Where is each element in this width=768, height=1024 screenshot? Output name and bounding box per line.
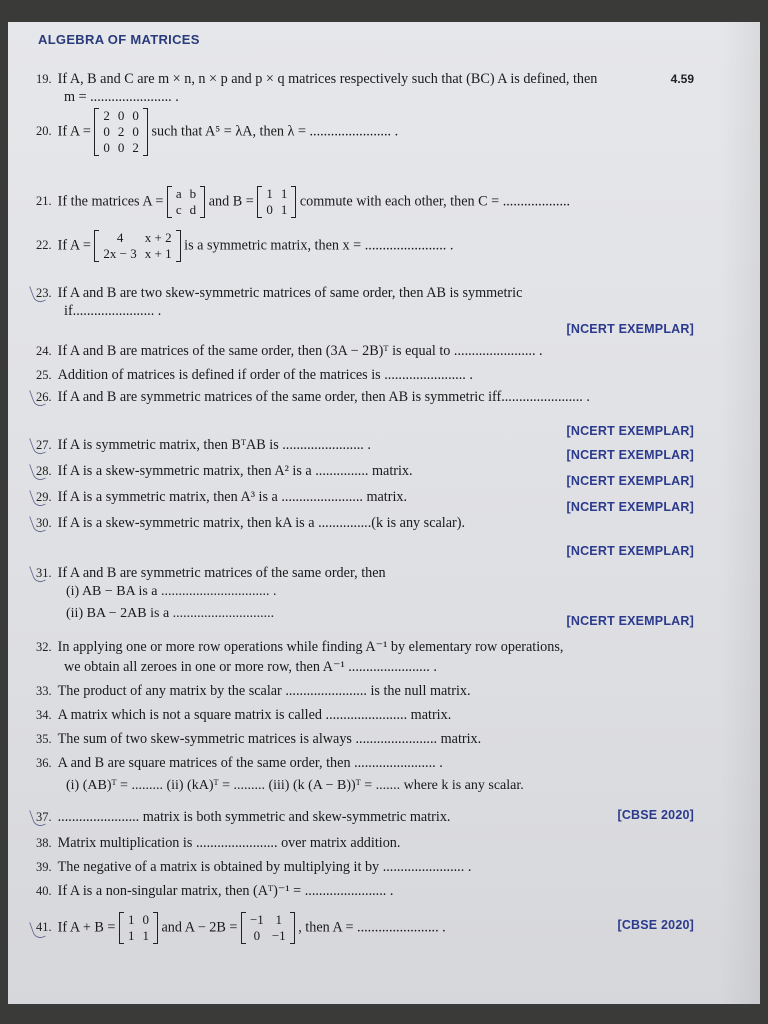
matrix-entry: x + 2 bbox=[144, 230, 172, 245]
matrix-entry: −1 bbox=[271, 928, 286, 943]
matrix-entry: 1 bbox=[142, 928, 149, 943]
matrix-row bbox=[99, 246, 175, 262]
question-number: 30. bbox=[36, 516, 52, 530]
question-text: and A − 2B = bbox=[161, 919, 238, 936]
question-32 bbox=[36, 638, 694, 656]
matrix-entry: d bbox=[189, 202, 197, 217]
question-number: 26. bbox=[36, 390, 52, 404]
matrix-entry: 0 bbox=[132, 108, 139, 123]
matrix-entry: 0 bbox=[266, 202, 273, 217]
matrix-row bbox=[99, 108, 143, 124]
question-text: commute with each other, then C = ................... bbox=[299, 193, 571, 210]
question-text: If A is a non-singular matrix, then (Aᵀ)⁻¹ = ....................... . bbox=[57, 883, 394, 899]
source-tag: [NCERT EXEMPLAR] bbox=[566, 614, 694, 628]
question-text: and B = bbox=[208, 193, 254, 210]
matrix-b bbox=[257, 186, 296, 218]
matrix-entry: 1 bbox=[280, 186, 288, 201]
question-text: In applying one or more row operations while finding A⁻¹ by elementary row operations, bbox=[57, 639, 564, 655]
question-number: 36. bbox=[36, 756, 52, 770]
matrix-entry: 2 bbox=[103, 108, 110, 123]
matrix-row bbox=[262, 202, 291, 218]
question-21 bbox=[36, 186, 694, 218]
question-37 bbox=[36, 808, 694, 826]
question-number: 31. bbox=[36, 566, 52, 580]
question-text: The sum of two skew-symmetric matrices is always ....................... matrix. bbox=[57, 731, 482, 747]
question-text: The negative of a matrix is obtained by multiplying it by ....................... . bbox=[57, 859, 472, 875]
matrix-row bbox=[99, 140, 143, 156]
question-text: If A and B are matrices of the same order, then (3A − 2B)ᵀ is equal to ....................... . bbox=[57, 343, 543, 359]
matrix-entry: 2 bbox=[117, 124, 125, 139]
question-text: If A = bbox=[57, 123, 91, 140]
question-text: Matrix multiplication is ....................... over matrix addition. bbox=[57, 835, 401, 851]
question-41 bbox=[36, 912, 694, 944]
matrix-entry: 1 bbox=[275, 912, 282, 927]
question-24 bbox=[36, 342, 694, 360]
question-number: 22. bbox=[36, 238, 52, 253]
matrix-entry: a bbox=[175, 186, 182, 201]
question-number: 24. bbox=[36, 344, 52, 358]
question-35 bbox=[36, 730, 694, 748]
question-number: 35. bbox=[36, 732, 52, 746]
source-tag: [NCERT EXEMPLAR] bbox=[566, 544, 694, 558]
question-36-parts: (i) (AB)ᵀ = ......... (ii) (kA)ᵀ = ......... (iii) (k (A − B))ᵀ = ....... where k is any scalar. bbox=[66, 778, 524, 793]
matrix-row bbox=[172, 186, 200, 202]
question-number: 40. bbox=[36, 884, 52, 898]
question-number: 23. bbox=[36, 286, 52, 300]
question-30 bbox=[36, 514, 694, 532]
matrix-entry: 0 bbox=[103, 140, 110, 155]
question-33 bbox=[36, 682, 694, 700]
question-number: 28. bbox=[36, 464, 52, 478]
matrix-entry: 1 bbox=[266, 186, 273, 201]
question-23-line2: if....................... . bbox=[64, 303, 162, 319]
matrix-entry: 2 bbox=[132, 140, 139, 155]
question-40 bbox=[36, 882, 694, 900]
question-text: If A and B are two skew-symmetric matrices of same order, then AB is symmetric bbox=[57, 285, 523, 301]
question-number: 33. bbox=[36, 684, 52, 698]
matrix-entry: 0 bbox=[117, 108, 125, 123]
question-text: The product of any matrix by the scalar ....................... is the null matrix. bbox=[57, 683, 471, 699]
question-text: is a symmetric matrix, then x = ....................... . bbox=[184, 237, 454, 254]
question-31-part-i: (i) AB − BA is a ............................... . bbox=[66, 584, 277, 599]
question-number: 25. bbox=[36, 368, 52, 382]
question-text: , then A = ....................... . bbox=[298, 919, 446, 936]
question-number: 41. bbox=[36, 920, 52, 935]
matrix-a-plus-b bbox=[119, 912, 158, 944]
matrix-row bbox=[246, 928, 290, 944]
question-20 bbox=[36, 108, 694, 156]
question-number: 20. bbox=[36, 124, 52, 139]
matrix-entry: 1 bbox=[127, 912, 135, 927]
question-text: Addition of matrices is defined if order of the matrices is ....................... . bbox=[57, 367, 473, 383]
question-23 bbox=[36, 284, 694, 302]
matrix-a bbox=[94, 108, 148, 156]
question-text: If A is symmetric matrix, then BᵀAB is ....................... . bbox=[57, 437, 371, 453]
question-text: If A is a skew-symmetric matrix, then A² is a ............... matrix. bbox=[57, 463, 413, 479]
matrix-row bbox=[172, 202, 200, 218]
question-text: If A is a skew-symmetric matrix, then kA is a ...............(k is any scalar). bbox=[57, 515, 466, 531]
source-tag: [CBSE 2020] bbox=[617, 808, 694, 822]
question-number: 34. bbox=[36, 708, 52, 722]
question-text: If A is a symmetric matrix, then A³ is a ....................... matrix. bbox=[57, 489, 408, 505]
matrix-a-minus-2b bbox=[241, 912, 295, 944]
question-text: If A + B = bbox=[57, 919, 116, 936]
question-text: A and B are square matrices of the same order, then ....................... . bbox=[57, 755, 443, 771]
page-number: 4.59 bbox=[670, 72, 694, 86]
question-number: 37. bbox=[36, 810, 52, 824]
question-19 bbox=[36, 70, 694, 88]
question-text: If A and B are symmetric matrices of the same order, then bbox=[57, 565, 386, 581]
question-text: ....................... matrix is both symmetric and skew-symmetric matrix. bbox=[57, 809, 451, 825]
source-tag: [NCERT EXEMPLAR] bbox=[566, 448, 694, 462]
matrix-row bbox=[124, 928, 153, 944]
question-text: If A = bbox=[57, 237, 91, 254]
question-32-line2: we obtain all zeroes in one or more row, then A⁻¹ ....................... . bbox=[64, 659, 437, 675]
source-tag: [NCERT EXEMPLAR] bbox=[566, 322, 694, 336]
matrix-entry: 0 bbox=[103, 124, 110, 139]
matrix-entry: 0 bbox=[132, 124, 139, 139]
question-36 bbox=[36, 754, 694, 772]
question-text: A matrix which is not a square matrix is called ....................... matrix. bbox=[57, 707, 452, 723]
source-tag: [NCERT EXEMPLAR] bbox=[566, 424, 694, 438]
question-39 bbox=[36, 858, 694, 876]
matrix-entry: 1 bbox=[127, 928, 135, 943]
question-number: 39. bbox=[36, 860, 52, 874]
question-number: 29. bbox=[36, 490, 52, 504]
matrix-entry: b bbox=[189, 186, 197, 201]
matrix-row bbox=[99, 124, 143, 140]
question-number: 19. bbox=[36, 72, 52, 86]
question-26 bbox=[36, 388, 694, 406]
question-number: 27. bbox=[36, 438, 52, 452]
question-31 bbox=[36, 564, 694, 582]
matrix-entry: 0 bbox=[253, 928, 261, 943]
question-text: If the matrices A = bbox=[57, 193, 164, 210]
matrix-entry: 1 bbox=[280, 202, 288, 217]
question-text: If A, B and C are m × n, n × p and p × q matrices respectively such that (BC) A is defined, then bbox=[57, 71, 598, 87]
matrix-entry: x + 1 bbox=[144, 246, 172, 261]
question-text: such that A⁵ = λA, then λ = ....................... . bbox=[151, 123, 399, 140]
question-text: If A and B are symmetric matrices of the same order, then AB is symmetric iff....................... . bbox=[57, 389, 590, 405]
question-34 bbox=[36, 706, 694, 724]
matrix-row bbox=[99, 230, 175, 246]
question-22 bbox=[36, 230, 694, 262]
matrix-row bbox=[246, 912, 290, 928]
matrix-a bbox=[94, 230, 180, 262]
page-shadow bbox=[720, 22, 760, 1004]
matrix-entry: 0 bbox=[142, 912, 149, 927]
textbook-page bbox=[8, 22, 760, 1004]
question-number: 38. bbox=[36, 836, 52, 850]
matrix-entry: 0 bbox=[117, 140, 125, 155]
source-tag: [NCERT EXEMPLAR] bbox=[566, 500, 694, 514]
question-19-line2: m = ....................... . bbox=[64, 89, 179, 105]
matrix-row bbox=[262, 186, 291, 202]
chapter-heading: ALGEBRA OF MATRICES bbox=[38, 32, 200, 47]
matrix-row bbox=[124, 912, 153, 928]
question-number: 21. bbox=[36, 194, 52, 209]
source-tag: [CBSE 2020] bbox=[617, 918, 694, 932]
question-25 bbox=[36, 366, 694, 384]
question-38 bbox=[36, 834, 694, 852]
matrix-entry: 2x − 3 bbox=[103, 246, 137, 261]
source-tag: [NCERT EXEMPLAR] bbox=[566, 474, 694, 488]
matrix-entry: c bbox=[175, 202, 182, 217]
matrix-a bbox=[167, 186, 205, 218]
question-number: 32. bbox=[36, 640, 52, 654]
matrix-entry: 4 bbox=[116, 230, 124, 245]
question-31-part-ii: (ii) BA − 2AB is a ............................. bbox=[66, 606, 275, 621]
matrix-entry: −1 bbox=[249, 912, 264, 927]
